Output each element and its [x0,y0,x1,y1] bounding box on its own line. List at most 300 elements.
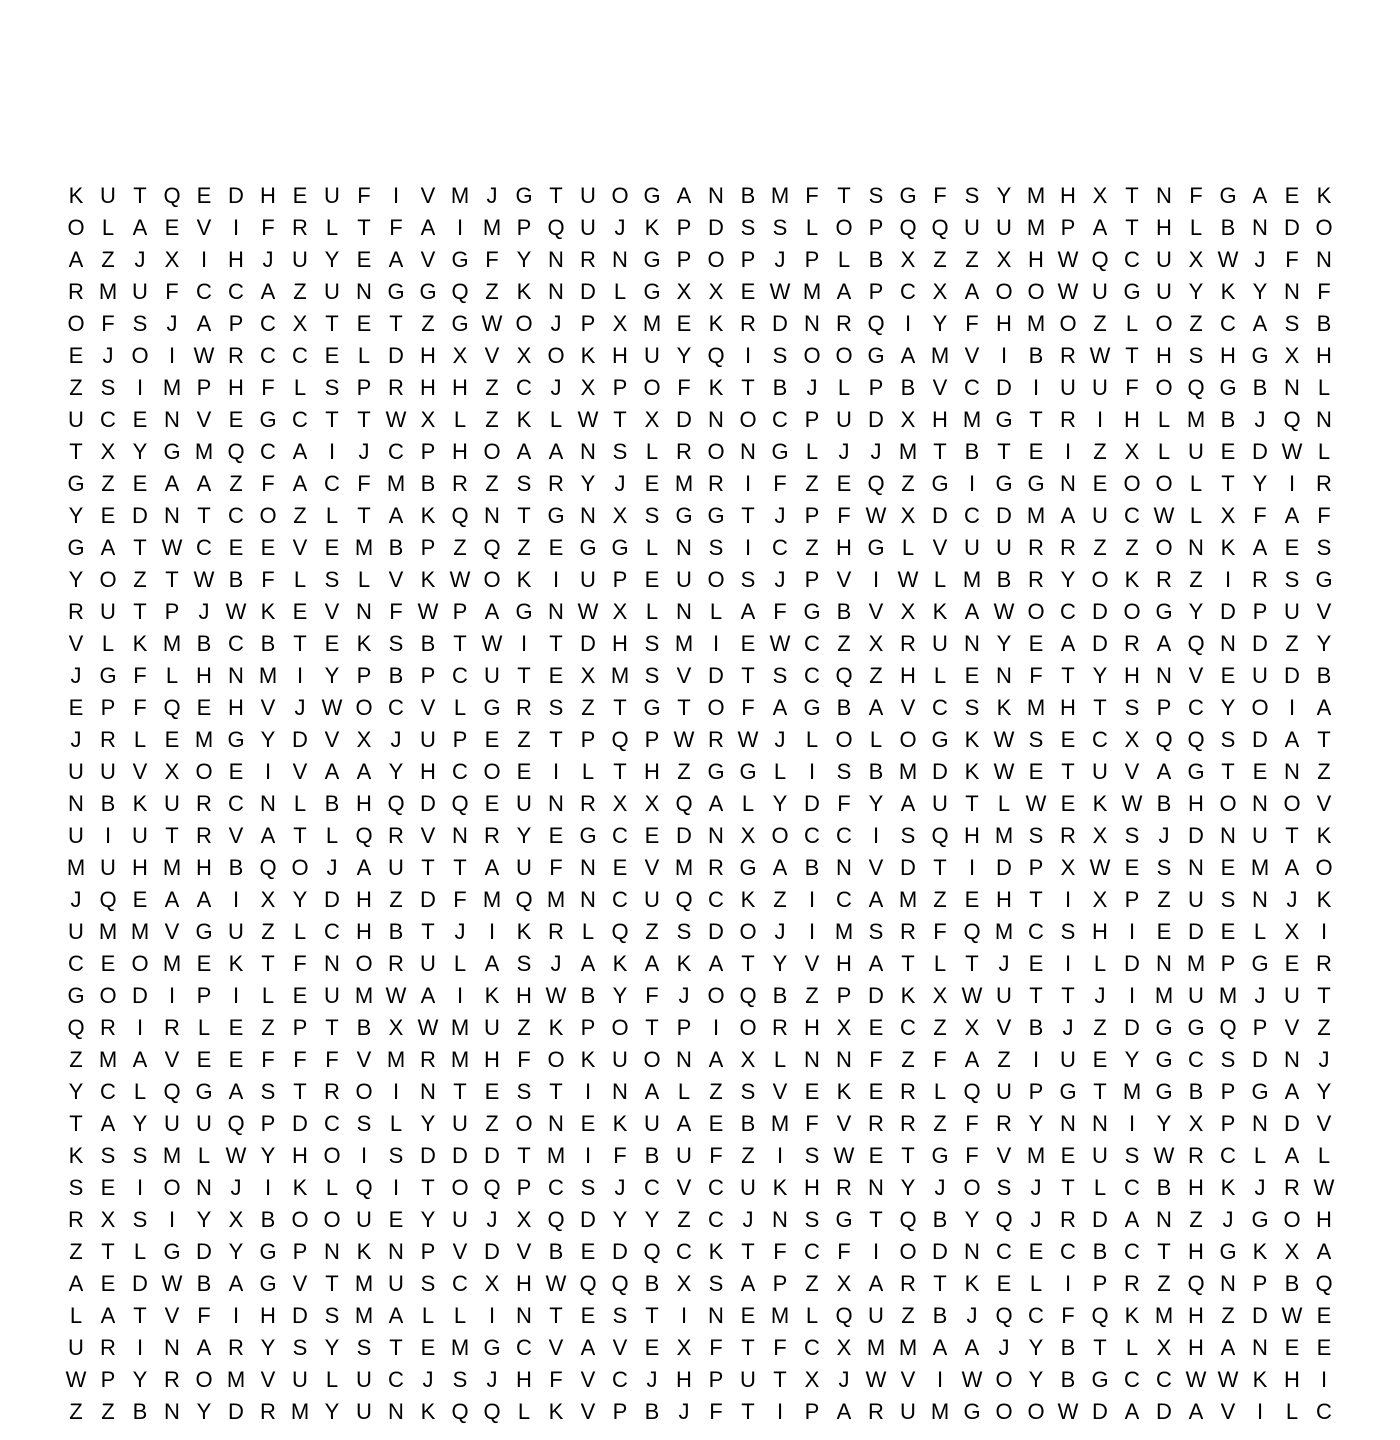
letter-cell[interactable]: B [132,1399,148,1424]
letter-cell[interactable]: P [804,407,820,432]
letter-cell[interactable]: E [580,1111,596,1136]
letter-cell[interactable]: U [964,215,980,240]
letter-cell[interactable]: Q [963,919,981,944]
letter-cell[interactable]: B [772,375,788,400]
letter-cell[interactable]: J [1158,823,1170,848]
letter-cell[interactable]: O [515,1111,533,1136]
letter-cell[interactable]: Z [1157,887,1171,912]
letter-cell[interactable]: U [388,855,404,880]
letter-cell[interactable]: L [293,919,307,944]
letter-cell[interactable]: J [838,439,850,464]
letter-cell[interactable]: Z [581,695,595,720]
letter-cell[interactable]: S [772,663,788,688]
letter-cell[interactable]: Y [644,1207,660,1232]
letter-cell[interactable]: Z [933,247,947,272]
letter-cell[interactable]: I [552,759,560,784]
letter-cell[interactable]: M [450,1015,470,1040]
letter-cell[interactable]: H [516,983,532,1008]
letter-cell[interactable]: O [1027,279,1045,304]
letter-cell[interactable]: B [1220,407,1236,432]
letter-cell[interactable]: G [387,279,405,304]
letter-cell[interactable]: S [356,1335,372,1360]
letter-cell[interactable]: K [1124,1303,1140,1328]
letter-cell[interactable]: C [836,887,852,912]
letter-cell[interactable]: N [612,247,628,272]
letter-cell[interactable]: Y [1028,1111,1044,1136]
letter-cell[interactable]: G [1251,1207,1269,1232]
letter-cell[interactable]: L [1285,1399,1299,1424]
letter-cell[interactable]: X [676,1271,692,1296]
letter-cell[interactable]: M [1218,983,1238,1008]
letter-cell[interactable]: Z [517,727,531,752]
letter-cell[interactable]: D [292,1303,308,1328]
letter-cell[interactable]: F [1317,279,1331,304]
letter-cell[interactable]: R [164,1015,180,1040]
letter-cell[interactable]: T [133,183,147,208]
letter-cell[interactable]: Y [132,1367,148,1392]
letter-cell[interactable]: Z [229,471,243,496]
letter-cell[interactable]: C [804,823,820,848]
letter-cell[interactable]: D [708,663,724,688]
letter-cell[interactable]: W [769,279,791,304]
letter-cell[interactable]: G [579,535,597,560]
letter-cell[interactable]: Q [355,823,373,848]
letter-cell[interactable]: G [259,1271,277,1296]
letter-cell[interactable]: P [1252,1271,1268,1296]
letter-cell[interactable]: I [968,471,976,496]
letter-cell[interactable]: T [933,439,947,464]
letter-cell[interactable]: N [1060,471,1076,496]
letter-cell[interactable]: T [1125,343,1139,368]
letter-cell[interactable]: M [386,1047,406,1072]
letter-cell[interactable]: Q [707,343,725,368]
letter-cell[interactable]: A [964,1047,980,1072]
letter-cell[interactable]: S [1156,855,1172,880]
letter-cell[interactable]: T [741,663,755,688]
letter-cell[interactable]: K [996,695,1012,720]
letter-cell[interactable]: R [228,1335,244,1360]
letter-cell[interactable]: E [868,1143,884,1168]
letter-cell[interactable]: J [1254,247,1266,272]
letter-cell[interactable]: U [356,1399,372,1424]
letter-cell[interactable]: S [996,1175,1012,1200]
letter-cell[interactable]: U [228,919,244,944]
letter-cell[interactable]: N [1220,1271,1236,1296]
letter-cell[interactable]: R [1188,1143,1204,1168]
letter-cell[interactable]: K [612,1111,628,1136]
letter-cell[interactable]: G [803,695,821,720]
letter-cell[interactable]: B [868,247,884,272]
letter-cell[interactable]: R [100,1335,116,1360]
letter-cell[interactable]: U [132,823,148,848]
letter-cell[interactable]: N [1156,1207,1172,1232]
letter-cell[interactable]: M [546,887,566,912]
letter-cell[interactable]: P [1060,215,1076,240]
letter-cell[interactable]: L [325,503,339,528]
letter-cell[interactable]: V [484,343,500,368]
letter-cell[interactable]: T [357,215,371,240]
letter-cell[interactable]: Q [611,727,629,752]
letter-cell[interactable]: W [833,1143,855,1168]
letter-cell[interactable]: D [708,215,724,240]
letter-cell[interactable]: L [325,1367,339,1392]
letter-cell[interactable]: A [164,887,180,912]
letter-cell[interactable]: A [676,1111,692,1136]
letter-cell[interactable]: A [260,823,276,848]
letter-cell[interactable]: J [134,247,146,272]
letter-cell[interactable]: J [1318,1047,1330,1072]
letter-cell[interactable]: S [644,503,660,528]
letter-cell[interactable]: G [1155,599,1173,624]
letter-cell[interactable]: L [1253,1143,1267,1168]
letter-cell[interactable]: D [1220,599,1236,624]
letter-cell[interactable]: U [740,1367,756,1392]
letter-cell[interactable]: J [774,919,786,944]
letter-cell[interactable]: F [165,279,179,304]
letter-cell[interactable]: C [100,407,116,432]
letter-cell[interactable]: F [549,1367,563,1392]
letter-cell[interactable]: U [100,599,116,624]
letter-cell[interactable]: Z [1221,1303,1235,1328]
letter-cell[interactable]: I [1064,439,1072,464]
letter-cell[interactable]: O [611,183,629,208]
letter-cell[interactable]: A [484,951,500,976]
letter-cell[interactable]: G [1187,759,1205,784]
letter-cell[interactable]: A [388,247,404,272]
letter-cell[interactable]: C [1316,1399,1332,1424]
letter-cell[interactable]: P [676,1015,692,1040]
letter-cell[interactable]: L [1157,407,1171,432]
letter-cell[interactable]: J [774,247,786,272]
letter-cell[interactable]: V [772,1079,788,1104]
letter-cell[interactable]: B [580,983,596,1008]
letter-cell[interactable]: L [613,279,627,304]
letter-cell[interactable]: T [1221,471,1235,496]
letter-cell[interactable]: Z [805,471,819,496]
letter-cell[interactable]: L [1125,311,1139,336]
letter-cell[interactable]: F [709,1399,723,1424]
letter-cell[interactable]: X [644,791,660,816]
letter-cell[interactable]: R [740,311,756,336]
letter-cell[interactable]: R [1060,535,1076,560]
letter-cell[interactable]: O [707,983,725,1008]
letter-cell[interactable]: I [1128,983,1136,1008]
letter-cell[interactable]: E [292,983,308,1008]
letter-cell[interactable]: Z [1157,1271,1171,1296]
letter-cell[interactable]: M [162,1143,182,1168]
letter-cell[interactable]: E [132,471,148,496]
letter-cell[interactable]: G [515,183,533,208]
letter-cell[interactable]: Z [805,1271,819,1296]
letter-cell[interactable]: N [484,503,500,528]
letter-cell[interactable]: N [356,279,372,304]
letter-cell[interactable]: H [1188,1335,1204,1360]
letter-cell[interactable]: C [1124,503,1140,528]
letter-cell[interactable]: G [707,759,725,784]
letter-cell[interactable]: E [644,1335,660,1360]
letter-cell[interactable]: I [1128,919,1136,944]
letter-cell[interactable]: C [772,535,788,560]
letter-cell[interactable]: V [324,727,340,752]
letter-cell[interactable]: T [69,439,83,464]
letter-cell[interactable]: H [1316,1207,1332,1232]
letter-cell[interactable]: X [932,983,948,1008]
letter-cell[interactable]: M [1026,215,1046,240]
letter-cell[interactable]: D [1156,1399,1172,1424]
letter-cell[interactable]: E [1220,439,1236,464]
letter-cell[interactable]: H [196,855,212,880]
letter-cell[interactable]: L [645,599,659,624]
letter-cell[interactable]: P [516,215,532,240]
letter-cell[interactable]: O [611,1015,629,1040]
letter-cell[interactable]: Y [1028,1335,1044,1360]
letter-cell[interactable]: S [1220,1047,1236,1072]
letter-cell[interactable]: J [422,1367,434,1392]
letter-cell[interactable]: J [102,343,114,368]
letter-cell[interactable]: M [130,919,150,944]
letter-cell[interactable]: O [771,823,789,848]
letter-cell[interactable]: V [292,535,308,560]
letter-cell[interactable]: Z [677,759,691,784]
letter-cell[interactable]: W [481,631,503,656]
letter-cell[interactable]: E [196,1047,212,1072]
letter-cell[interactable]: A [1124,1399,1140,1424]
letter-cell[interactable]: U [356,1367,372,1392]
letter-cell[interactable]: L [1189,503,1203,528]
letter-cell[interactable]: V [324,599,340,624]
letter-cell[interactable]: O [835,727,853,752]
letter-cell[interactable]: M [98,1047,118,1072]
letter-cell[interactable]: V [996,1015,1012,1040]
letter-cell[interactable]: U [356,1207,372,1232]
letter-cell[interactable]: L [389,1111,403,1136]
letter-cell[interactable]: U [1188,439,1204,464]
letter-cell[interactable]: A [740,599,756,624]
letter-cell[interactable]: L [1093,1175,1107,1200]
letter-cell[interactable]: I [552,567,560,592]
letter-cell[interactable]: A [900,791,916,816]
letter-cell[interactable]: L [261,983,275,1008]
letter-cell[interactable]: A [68,1271,84,1296]
letter-cell[interactable]: F [133,695,147,720]
letter-cell[interactable]: F [101,311,115,336]
letter-cell[interactable]: B [900,375,916,400]
letter-cell[interactable]: W [417,1015,439,1040]
letter-cell[interactable]: H [484,1047,500,1072]
letter-cell[interactable]: O [483,567,501,592]
letter-cell[interactable]: I [808,919,816,944]
letter-cell[interactable]: Y [132,1111,148,1136]
letter-cell[interactable]: P [644,727,660,752]
letter-cell[interactable]: G [259,407,277,432]
letter-cell[interactable]: A [1188,1399,1204,1424]
letter-cell[interactable]: S [260,1079,276,1104]
letter-cell[interactable]: I [360,1143,368,1168]
letter-cell[interactable]: V [356,1047,372,1072]
letter-cell[interactable]: C [1060,1239,1076,1264]
letter-cell[interactable]: S [772,343,788,368]
letter-cell[interactable]: R [196,823,212,848]
letter-cell[interactable]: B [1284,1271,1300,1296]
letter-cell[interactable]: J [358,439,370,464]
letter-cell[interactable]: L [133,727,147,752]
letter-cell[interactable]: Q [579,1271,597,1296]
letter-cell[interactable]: P [452,727,468,752]
letter-cell[interactable]: E [68,343,84,368]
letter-cell[interactable]: J [1094,983,1106,1008]
letter-cell[interactable]: G [643,183,661,208]
letter-cell[interactable]: Z [389,887,403,912]
letter-cell[interactable]: L [453,951,467,976]
letter-cell[interactable]: U [1156,279,1172,304]
letter-cell[interactable]: D [1188,823,1204,848]
letter-cell[interactable]: H [612,343,628,368]
letter-cell[interactable]: B [100,791,116,816]
letter-cell[interactable]: S [900,823,916,848]
letter-cell[interactable]: Q [451,279,469,304]
letter-cell[interactable]: X [900,503,916,528]
letter-cell[interactable]: N [580,439,596,464]
letter-cell[interactable]: B [324,791,340,816]
letter-cell[interactable]: F [1285,247,1299,272]
letter-cell[interactable]: E [548,535,564,560]
letter-cell[interactable]: G [643,247,661,272]
letter-cell[interactable]: U [644,343,660,368]
letter-cell[interactable]: S [1220,887,1236,912]
letter-cell[interactable]: Y [1188,599,1204,624]
letter-cell[interactable]: J [390,727,402,752]
letter-cell[interactable]: W [1313,1175,1335,1200]
letter-cell[interactable]: T [325,311,339,336]
letter-cell[interactable]: O [131,343,149,368]
letter-cell[interactable]: S [580,1175,596,1200]
letter-cell[interactable]: H [1060,695,1076,720]
letter-cell[interactable]: T [325,1015,339,1040]
letter-cell[interactable]: M [674,471,694,496]
letter-cell[interactable]: G [835,1207,853,1232]
letter-cell[interactable]: E [196,951,212,976]
letter-cell[interactable]: F [933,183,947,208]
letter-cell[interactable]: S [1284,311,1300,336]
letter-cell[interactable]: Y [1156,1111,1172,1136]
letter-cell[interactable]: L [517,1399,531,1424]
letter-cell[interactable]: T [1029,407,1043,432]
letter-cell[interactable]: N [836,1047,852,1072]
letter-cell[interactable]: W [993,599,1015,624]
letter-cell[interactable]: A [708,1047,724,1072]
letter-cell[interactable]: J [454,919,466,944]
letter-cell[interactable]: J [806,375,818,400]
letter-cell[interactable]: I [744,535,752,560]
letter-cell[interactable]: X [580,375,596,400]
letter-cell[interactable]: R [900,1271,916,1296]
letter-cell[interactable]: J [230,1175,242,1200]
letter-cell[interactable]: U [676,1143,692,1168]
letter-cell[interactable]: P [772,1271,788,1296]
letter-cell[interactable]: O [899,727,917,752]
letter-cell[interactable]: Z [773,887,787,912]
letter-cell[interactable]: R [1124,631,1140,656]
letter-cell[interactable]: U [1188,983,1204,1008]
letter-cell[interactable]: V [644,855,660,880]
letter-cell[interactable]: S [644,663,660,688]
letter-cell[interactable]: N [804,1047,820,1072]
letter-cell[interactable]: K [932,599,948,624]
letter-cell[interactable]: U [1156,247,1172,272]
letter-cell[interactable]: Z [485,375,499,400]
letter-cell[interactable]: G [195,1079,213,1104]
letter-cell[interactable]: Z [453,535,467,560]
letter-cell[interactable]: W [993,759,1015,784]
letter-cell[interactable]: X [1284,343,1300,368]
letter-cell[interactable]: W [961,983,983,1008]
letter-cell[interactable]: I [776,1143,784,1168]
letter-cell[interactable]: T [1157,1239,1171,1264]
letter-cell[interactable]: C [68,951,84,976]
letter-cell[interactable]: T [1093,1335,1107,1360]
letter-cell[interactable]: E [324,535,340,560]
letter-cell[interactable]: X [260,887,276,912]
letter-cell[interactable]: E [68,695,84,720]
letter-cell[interactable]: U [1092,279,1108,304]
letter-cell[interactable]: D [708,919,724,944]
letter-cell[interactable]: J [70,727,82,752]
letter-cell[interactable]: X [740,1047,756,1072]
letter-cell[interactable]: L [357,343,371,368]
letter-cell[interactable]: M [1026,311,1046,336]
letter-cell[interactable]: H [964,823,980,848]
letter-cell[interactable]: E [740,1303,756,1328]
letter-cell[interactable]: O [707,695,725,720]
letter-cell[interactable]: S [964,695,980,720]
letter-cell[interactable]: D [996,375,1012,400]
letter-cell[interactable]: E [228,1015,244,1040]
letter-cell[interactable]: Q [1187,631,1205,656]
letter-cell[interactable]: T [965,791,979,816]
letter-cell[interactable]: L [1029,1271,1043,1296]
letter-cell[interactable]: Y [260,1335,276,1360]
letter-cell[interactable]: E [420,1335,436,1360]
letter-cell[interactable]: V [420,695,436,720]
letter-cell[interactable]: C [932,695,948,720]
letter-cell[interactable]: H [996,887,1012,912]
letter-cell[interactable]: B [836,599,852,624]
letter-cell[interactable]: X [1284,919,1300,944]
letter-cell[interactable]: P [228,311,244,336]
letter-cell[interactable]: X [164,759,180,784]
letter-cell[interactable]: O [547,343,565,368]
letter-cell[interactable]: J [1222,1207,1234,1232]
letter-cell[interactable]: X [804,1367,820,1392]
letter-cell[interactable]: A [132,215,148,240]
letter-cell[interactable]: R [772,1015,788,1040]
letter-cell[interactable]: E [1316,1335,1332,1360]
letter-cell[interactable]: E [1156,919,1172,944]
letter-cell[interactable]: A [132,1047,148,1072]
letter-cell[interactable]: A [388,1303,404,1328]
letter-cell[interactable]: T [1061,759,1075,784]
letter-cell[interactable]: Y [324,663,340,688]
letter-cell[interactable]: N [164,1335,180,1360]
letter-cell[interactable]: T [453,855,467,880]
letter-cell[interactable]: U [1252,823,1268,848]
letter-cell[interactable]: Z [965,247,979,272]
letter-cell[interactable]: F [965,1111,979,1136]
letter-cell[interactable]: A [292,439,308,464]
letter-cell[interactable]: J [1062,1015,1074,1040]
letter-cell[interactable]: F [805,183,819,208]
letter-cell[interactable]: Q [227,1111,245,1136]
